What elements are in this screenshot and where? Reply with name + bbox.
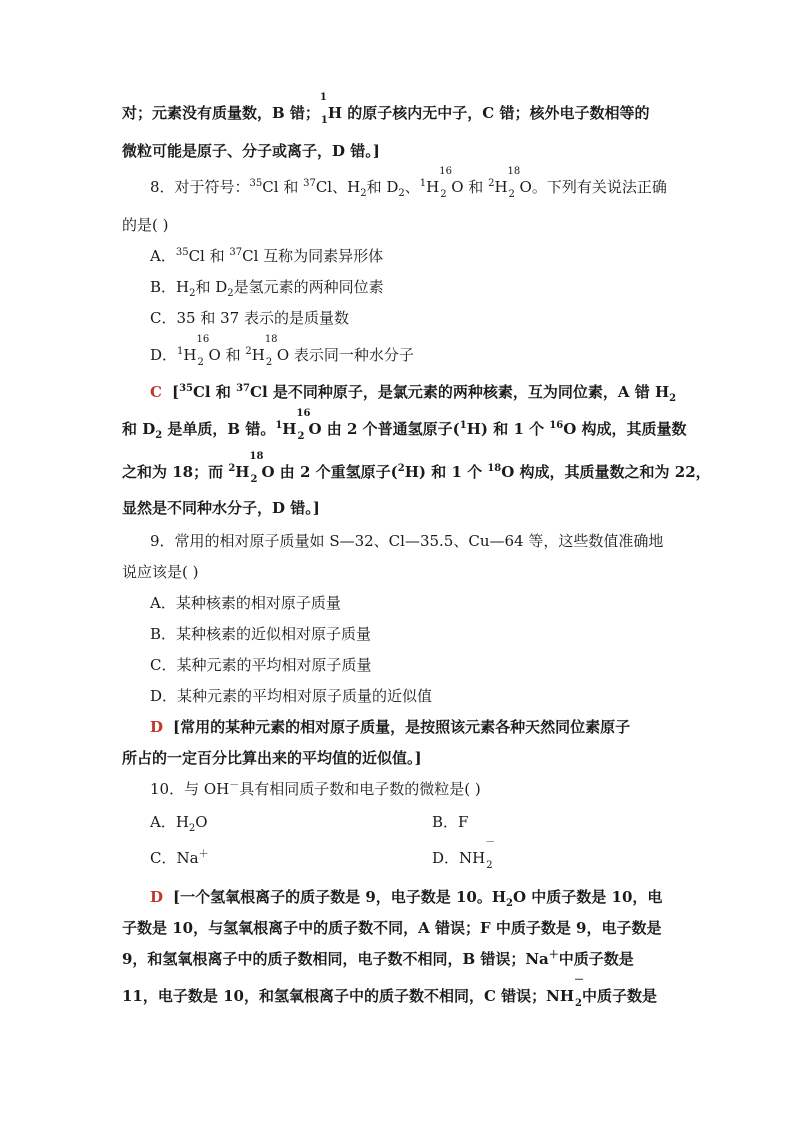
- q10-option-c: C．Na＋: [150, 849, 209, 867]
- q9-option-a: A．某种核素的相对原子质量: [150, 594, 341, 612]
- answer-10-line3: 9，和氢氧根离子中的质子数相同，电子数不相同，B 错误；Na＋中质子数是: [122, 950, 634, 968]
- q10-options-row2: [150, 837, 650, 871]
- question-9-line2: 说应该是( ): [122, 563, 199, 581]
- q10-option-d: D．NH － 2: [432, 837, 496, 871]
- q8-option-b: B．$H_2$和 $D_2$是氢元素的两种同位素: [150, 278, 384, 299]
- question-8: 8．对于符号：$^{35}$Cl 和 $^{37}$Cl、$H_2$和 $D_2$、$^1$H 16 2 O 和 $^2$H 18 2 O。下列有关说法正确: [150, 166, 667, 200]
- q10-option-b: B．F: [432, 813, 469, 831]
- q9-option-c: C．某种元素的平均相对原子质量: [150, 656, 372, 674]
- q10-option-a: A．$H_2O$: [150, 813, 208, 834]
- q8-option-d: D．$^1$H 16 2 O 和 $^2$H 18 2 O 表示同一种水分子: [150, 334, 414, 368]
- answer-10-line1: D [一个氢氧根离子的质子数是 9，电子数是 10。$H_2O$ 中质子数是 10，电: [150, 888, 663, 909]
- answer-letter: D: [150, 718, 164, 736]
- answer-8-line2: 和 $D_2$ 是单质，B 错。$^1$H 16 2 O 由 2 个普通氢原子($^1$H) 和 1 个 $^{16}$O 构成，其质量数: [122, 408, 687, 442]
- answer-10-line4: 11，电子数是 10，和氢氧根离子中的质子数不相同，C 错误；NH － 2 中质子数是: [122, 975, 658, 1009]
- answer-letter: C: [150, 383, 162, 401]
- text-line: 微粒可能是原子、分子或离子，D 错。]: [122, 142, 380, 160]
- question-9: 9．常用的相对原子质量如 S—32、Cl—35.5、Cu—64 等，这些数值准确地: [150, 532, 664, 550]
- q8-option-c: C．35 和 37 表示的是质量数: [150, 309, 349, 327]
- answer-9-line2: 所占的一定百分比算出来的平均值的近似值。]: [122, 749, 422, 767]
- q9-option-b: B．某种核素的近似相对原子质量: [150, 625, 372, 643]
- answer-8-line1: C [$^{35}$Cl 和 $^{37}$Cl 是不同种原子，是氯元素的两种核素，互为同位素，A 错 $H_2$: [150, 383, 677, 404]
- answer-8-line4: 显然是不同种水分子，D 错。]: [122, 499, 320, 517]
- q8-option-a: A．$^{35}$Cl 和 $^{37}$Cl 互称为同素异形体: [150, 247, 384, 265]
- question-10: 10．与 OH－具有相同质子数和电子数的微粒是( ): [150, 780, 481, 798]
- text-line: 对；元素没有质量数，B 错； 1 1 H 的原子核内无中子，C 错；核外电子数相等的: [122, 92, 650, 126]
- q10-options-row1: [150, 813, 650, 834]
- answer-letter: D: [150, 888, 164, 906]
- answer-10-line2: 子数是 10，与氢氧根离子中的质子数不同，A 错误；F 中质子数是 9，电子数是: [122, 919, 662, 937]
- question-8-line2: 的是( ): [122, 216, 169, 234]
- q9-option-d: D．某种元素的平均相对原子质量的近似值: [150, 687, 433, 705]
- answer-9-line1: D [常用的某种元素的相对原子质量，是按照该元素各种天然同位素原子: [150, 718, 631, 736]
- answer-8-line3: 之和为 18；而 $^2$H 18 2 O 由 2 个重氢原子($^2$H) 和 1 个 $^{18}$O 构成，其质量数之和为 22，: [122, 451, 711, 485]
